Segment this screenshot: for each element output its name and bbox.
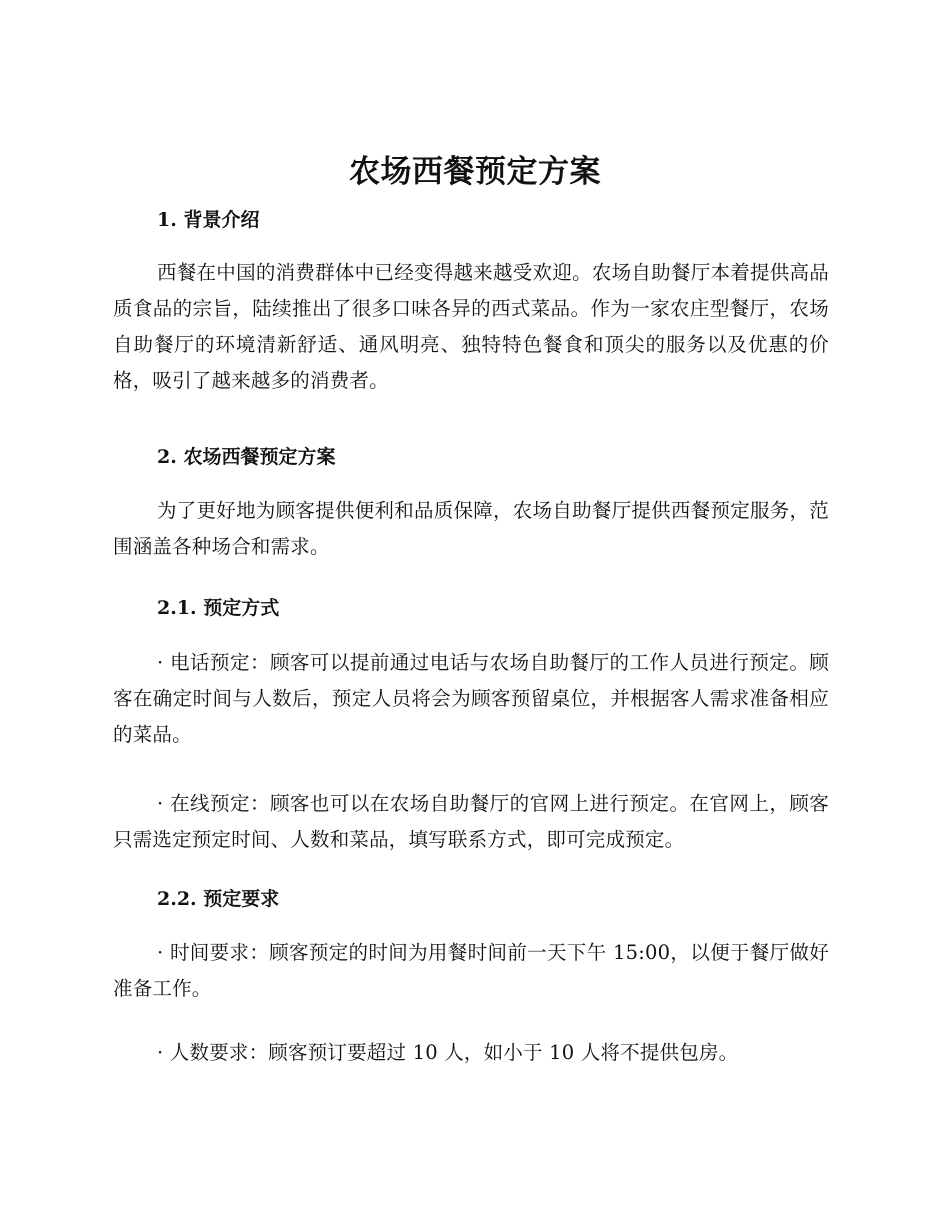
- section-heading-booking-methods: 2.1. 预定方式: [157, 597, 280, 619]
- paragraph-background: 西餐在中国的消费群体中已经变得越来越受欢迎。农场自助餐厅本着提供高品质食品的宗旨，陆续推出了很多口味各异的西式菜品。作为一家农庄型餐厅，农场自助餐厅的环境清新舒适、通风明亮、独特特色餐食和顶尖的服务以及优惠的价格，吸引了越来越多的消费者。: [113, 261, 829, 392]
- list-item-headcount-requirement: · 人数要求：顾客预订要超过 10 人，如小于 10 人将不提供包房。: [157, 1041, 739, 1064]
- document-title: 农场西餐预定方案: [349, 154, 601, 190]
- paragraph-booking-plan: 为了更好地为顾客提供便利和品质保障，农场自助餐厅提供西餐预定服务，范围涵盖各种场合和需求。: [113, 499, 829, 558]
- section-heading-booking-requirements: 2.2. 预定要求: [157, 888, 280, 910]
- list-item-phone-booking: · 电话预定：顾客可以提前通过电话与农场自助餐厅的工作人员进行预定。顾客在确定时间与人数后，预定人员将会为顾客预留桌位，并根据客人需求准备相应的菜品。: [113, 651, 829, 746]
- section-heading-background: 1. 背景介绍: [157, 209, 260, 231]
- list-item-time-requirement: · 时间要求：顾客预定的时间为用餐时间前一天下午 15:00，以便于餐厅做好准备工作。: [113, 941, 829, 1000]
- section-heading-booking-plan: 2. 农场西餐预定方案: [157, 446, 336, 468]
- list-item-online-booking: · 在线预定：顾客也可以在农场自助餐厅的官网上进行预定。在官网上，顾客只需选定预定时间、人数和菜品，填写联系方式，即可完成预定。: [113, 792, 829, 851]
